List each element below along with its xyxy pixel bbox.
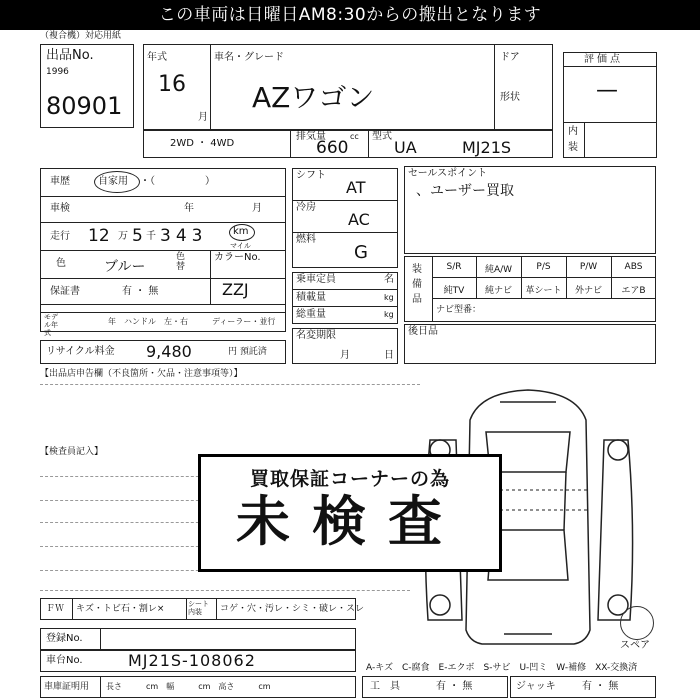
mileage-unit-sen: 千 (146, 231, 156, 242)
recycle-value: 9,480 (146, 342, 192, 361)
year-label: 年式 (147, 52, 167, 63)
lot-label: 出品No. (46, 48, 94, 63)
equip-airbag: エアB (621, 286, 646, 296)
load-label: 積載量 (296, 292, 326, 303)
posterior-label: 後日品 (408, 326, 438, 337)
interior-label-bottom: 装 (568, 142, 578, 153)
fw-label: ＦＷ (46, 604, 65, 614)
inspection-month-unit: 月 (252, 203, 262, 214)
dealer-label: ディーラー・並行 (212, 317, 276, 326)
equip-navi: 純ナビ (484, 286, 512, 296)
fuel-value: G (354, 242, 368, 263)
mileage-mile-label: マイル (230, 242, 251, 250)
tools-label: 工 具 (370, 681, 400, 692)
displacement-value: 660 (316, 138, 349, 158)
registration-label: 登録No. (46, 633, 83, 644)
fw-value: キズ・トビ石・割レ× (76, 604, 165, 614)
seat-label: シート内装 (188, 600, 209, 616)
mileage-digits-3: 343 (160, 226, 208, 246)
shape-label: 形状 (500, 92, 520, 103)
spare-label: スペア (620, 640, 650, 651)
jack-value: 有 ・ 無 (582, 681, 619, 692)
jack-label: ジャッキ (516, 681, 556, 692)
repaint-label: 色替 (176, 252, 186, 272)
spare-tire-icon (620, 606, 654, 640)
color-number-label: カラーNo. (214, 252, 261, 263)
stamp-line-2: 未検査 (236, 490, 464, 553)
garage-cert-dims: 長さ cm 幅 cm 高さ cm (106, 682, 271, 691)
equip-header-sr: S/R (446, 262, 462, 272)
form-note: （複合機）対応用紙 (40, 31, 122, 41)
seller-note-heading: 【出品店申告欄（不良箇所・欠品・注意事項等）】 (40, 369, 243, 379)
displacement-label: 排気量 (296, 131, 326, 142)
damage-legend: A-キズ C-腐食 E-エクボ S-サビ U-凹ミ W-補修 XX-交換済 (366, 663, 638, 673)
model-year-label: モデル年式 (44, 313, 58, 337)
sales-point-label: セールスポイント (408, 168, 488, 179)
color-label: 色 (56, 258, 66, 269)
shift-block (292, 168, 398, 268)
capacity-label: 乗車定員 (296, 274, 336, 285)
equip-header-ps: P/S (536, 262, 551, 272)
mileage-label: 走行 (50, 231, 70, 242)
capacity-unit: 名 (384, 274, 394, 285)
drive-value: 2WD ・ 4WD (170, 138, 235, 149)
navi-model-label: ナビ型番： (436, 305, 482, 315)
lot-number: 80901 (46, 92, 123, 120)
equip-header-abs: ABS (624, 262, 643, 272)
name-change-label: 名変期限 (296, 330, 336, 341)
equip-leather: 革シート (525, 286, 562, 296)
name-change-day: 日 (384, 350, 394, 361)
inspector-note-heading: 【検査員記入】 (40, 447, 104, 457)
equip-header-aw: 純A/W (484, 265, 513, 275)
handle-label: ハンドル 左・右 (124, 317, 188, 326)
name-change-month: 月 (340, 350, 350, 361)
tools-value: 有 ・ 無 (436, 681, 473, 692)
shift-value: AT (346, 178, 366, 197)
recycle-unit: 円 預託済 (228, 347, 267, 357)
history-label: 車歴 (50, 176, 70, 187)
equipment-label: 装備品 (412, 264, 422, 305)
load-unit: kg (384, 293, 394, 302)
model-prefix: UA (394, 138, 417, 157)
registration-row (40, 628, 356, 650)
lot-small: 1996 (46, 67, 69, 77)
gross-label: 総重量 (296, 309, 326, 320)
mileage-digits-1: 12 (88, 226, 110, 246)
mileage-digits-2: 5 (132, 226, 143, 246)
sales-point-value: 、ユーザー買取 (416, 183, 514, 199)
interior-label-top: 内 (568, 126, 578, 137)
seat-value: コゲ・穴・汚レ・シミ・破レ・スレ (220, 604, 365, 614)
color-number-value: ZZJ (222, 280, 249, 299)
equip-ext-navi: 外ナビ (574, 286, 602, 296)
shift-label: シフト (296, 170, 326, 181)
door-label: ドア (500, 52, 520, 63)
inspection-label: 車検 (50, 203, 70, 214)
model-value: MJ21S (462, 138, 512, 157)
warranty-value: 有 ・ 無 (122, 286, 159, 297)
history-rest: ・（ ） (140, 176, 215, 187)
rating-value: — (596, 78, 618, 103)
color-value: ブルー (104, 259, 146, 275)
equip-tv: 純TV (443, 286, 465, 296)
aircon-value: AC (348, 210, 370, 229)
announcement-banner: この車両は日曜日AM8:30からの搬出となります (0, 0, 700, 30)
posterior-box (404, 324, 656, 364)
chassis-value: MJ21S-108062 (128, 651, 256, 670)
fuel-label: 燃料 (296, 234, 316, 245)
chassis-label: 車台No. (46, 655, 83, 666)
warranty-label: 保証書 (50, 286, 80, 297)
gross-unit: kg (384, 310, 394, 319)
vehicle-name: AZワゴン (252, 81, 375, 114)
aircon-label: 冷房 (296, 202, 316, 213)
model-year-unit: 年 (108, 317, 116, 326)
stamp-line-1: 買取保証コーナーの為 (249, 468, 450, 490)
name-label: 車名・グレード (214, 52, 284, 63)
recycle-label: リサイクル料金 (46, 346, 115, 357)
mileage-unit-man: 万 (118, 231, 128, 242)
model-label: 型式 (372, 131, 392, 142)
rating-label: 評価点 (584, 54, 623, 65)
inspection-year-unit: 年 (184, 203, 194, 214)
garage-cert-label: 車庫証明用 (44, 682, 90, 692)
year-month-unit: 月 (198, 112, 208, 123)
displacement-unit: cc (350, 132, 359, 141)
year-value: 16 (158, 72, 186, 97)
mileage-km-circled: km (233, 226, 249, 237)
equip-header-pw: P/W (579, 262, 598, 272)
history-circled: 自家用 (98, 176, 128, 187)
